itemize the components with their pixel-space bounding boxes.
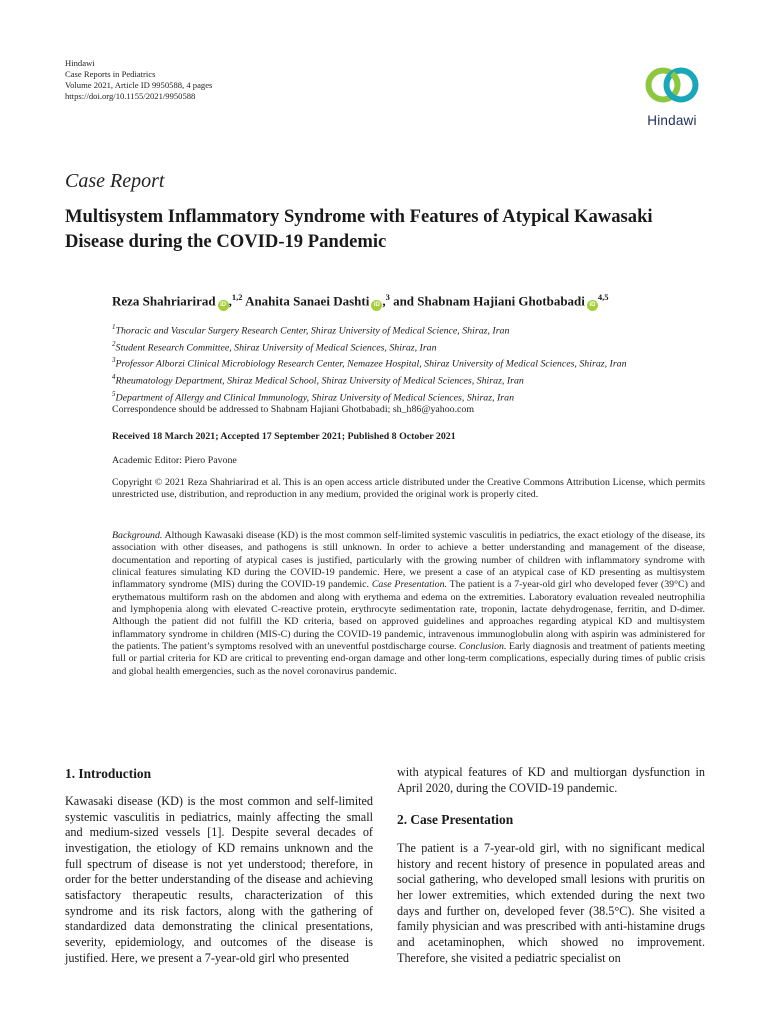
affiliation-item — [112, 338, 627, 355]
affiliation-text: Department of Allergy and Clinical Immunology, Shiraz University of Medical Sciences, Shiraz, Iran — [115, 392, 515, 404]
abstract-conclusion: Early diagnosis and treatment of patients meeting full or partial criteria for KD are critical to preventing end-organ damage and other long-term complications, especially during times of public crisis and global health emergencies, such as the novel coronavirus pandemic. — [112, 641, 705, 677]
affiliation-number: 3 — [112, 356, 116, 365]
affiliation-text: Professor Alborzi Clinical Microbiology Research Center, Nemazee Hospital, Shiraz University of Medical Sciences, Shiraz, Iran — [115, 358, 627, 370]
author-name: Reza Shahriarirad — [112, 293, 216, 309]
affiliation-number: 1 — [112, 323, 116, 331]
academic-editor: Academic Editor: Piero Pavone — [112, 455, 237, 466]
affiliation-item — [112, 321, 627, 338]
doi-link[interactable]: https://doi.org/10.1155/2021/9950588 — [65, 91, 196, 101]
abstract-background: Although Kawasaki disease (KD) is the most common self-limited systemic vasculitis in pediatrics, the exact etiology of the disease, its association with other diseases, and pathogens is still unknown. In order to achieve a better understanding and management of the disease, documentation and reporting of atypical cases is justified, particularly with the growing number of children with inflammatory syndrome with clinical features simulating KD during the COVID-19 pandemic. Here, we present a case of an atypical case of KD presenting as multisystem inflammatory syndrome (MIS) during the COVID-19 pandemic. — [112, 530, 705, 591]
author-affiliation-number: 1,2 — [231, 292, 243, 302]
copyright-notice: Copyright © 2021 Reza Shahriarirad et al. This is an open access article distributed under the Creative Commons Attribution License, which permits unrestricted use, distribution, and reproduction in any medium, provided the original work is properly cited. — [112, 477, 705, 501]
introduction-text: Kawasaki disease (KD) is the most common and self-limited systemic vasculitis in pediatrics, mainly affecting the small and medium-sized vessels [1]. Despite several decades of investigation, the etiology of KD remains unknown and the full spectrum of disease is not yet understood; therefore, in order for the better understanding of the disease and achieving satisfactory therapeutic results, characterization of this syndrome and its risk factors, along with the gathering of standardized data demonstrating the clinical presentations, severity, epidemiology, and outcomes of the disease is justified. Here, we present a 7-year-old girl who presented — [65, 794, 373, 965]
hindawi-logo-text: Hindawi — [647, 113, 697, 128]
author-connector: and — [393, 293, 415, 309]
orcid-icon[interactable]: iD — [371, 300, 382, 311]
affiliation-number: 4 — [112, 373, 116, 382]
affiliation-item — [112, 371, 627, 388]
case-presentation-text: The patient is a 7-year-old girl, with no significant medical history and recent history of presence in populated areas and social gathering, who developed small lesions with pruritis on her lower extremities, which extended during the next two days and further on, developed fever (38.5°C). She visited a family physician and was prescribed with anti-histamine drugs and acetaminophen, which showed no improvement. Therefore, she visited a pediatric specialist on — [397, 841, 705, 965]
volume-info: Volume 2021, Article ID 9950588, 4 pages — [65, 80, 213, 90]
case-presentation-heading: 2. Case Presentation — [397, 812, 514, 827]
abstract — [112, 530, 705, 678]
abstract-conclusion-label: Conclusion. — [458, 641, 507, 653]
affiliation-item — [112, 388, 627, 405]
journal-header — [65, 58, 212, 102]
affiliation-list — [112, 321, 627, 405]
affiliation-number: 2 — [112, 339, 116, 348]
orcid-icon[interactable]: iD — [587, 300, 598, 311]
author-affiliation-number: 3 — [385, 292, 390, 302]
publication-dates: Received 18 March 2021; Accepted 17 September 2021; Published 8 October 2021 — [112, 431, 456, 442]
correspondence: Correspondence should be addressed to Shabnam Hajiani Ghotbabadi; sh_h86@yahoo.com — [112, 404, 475, 415]
article-title: Multisystem Inflammatory Syndrome with Features of Atypical Kawasaki Disease during the COVID-19 Pandemic — [65, 206, 653, 252]
author-list: Reza Shahriarirad iD ,$^{1,2}$ Anahita Sanaei Dashti iD ,$^3$ and Shabnam Hajiani Ghotbabadi iD$^{4,5}$ — [112, 292, 609, 311]
affiliation-text: Thoracic and Vascular Surgery Research Center, Shiraz University of Medical Science, Shiraz, Iran — [115, 325, 510, 337]
journal-name: Case Reports in Pediatrics — [65, 69, 156, 79]
orcid-icon[interactable]: iD — [218, 300, 229, 311]
publisher-name: Hindawi — [65, 58, 95, 68]
abstract-case-label: Case Presentation. — [371, 579, 447, 591]
affiliation-item — [112, 354, 627, 371]
hindawi-logo-icon — [642, 62, 702, 108]
abstract-case: The patient is a 7-year-old girl who developed fever (39°C) and erythematous multiform rash on the abdomen and along with erythema and edema on the extremities. Laboratory evaluation revealed neutrophilia and lymphopenia along with elevated C-reactive protein, erythrocyte sedimentation rate, troponin, lactate dehydrogenase, ferritin, and D-dimer. Although the patient did not fulfill the KD criteria, based on approved guidelines and approaches regarding atypical KD and multisystem inflammatory syndrome in children (MIS-C) during the COVID-19 pandemic, intravenous immunoglobulin along with aspirin was administered for the patients. The patient’s symptoms resolved with an uneventful postdischarge course. — [112, 579, 705, 653]
author-name: Anahita Sanaei Dashti — [245, 293, 370, 309]
abstract-background-label: Background. — [112, 530, 163, 541]
hindawi-logo — [634, 62, 710, 134]
affiliation-text: Student Research Committee, Shiraz University of Medical Sciences, Shiraz, Iran — [115, 342, 437, 353]
article-type: Case Report — [65, 170, 165, 192]
author-affiliation-number: 4,5 — [597, 292, 609, 302]
introduction-continuation: with atypical features of KD and multiorgan dysfunction in April 2020, during the COVID-19 pandemic. — [397, 765, 705, 795]
affiliation-text: Rheumatology Department, Shiraz Medical School, Shiraz University of Medical Sciences, Shiraz, Iran — [115, 375, 524, 387]
introduction-heading: 1. Introduction — [65, 766, 152, 781]
affiliation-number: 5 — [112, 389, 116, 398]
author-name: Shabnam Hajiani Ghotbabadi — [417, 293, 585, 309]
